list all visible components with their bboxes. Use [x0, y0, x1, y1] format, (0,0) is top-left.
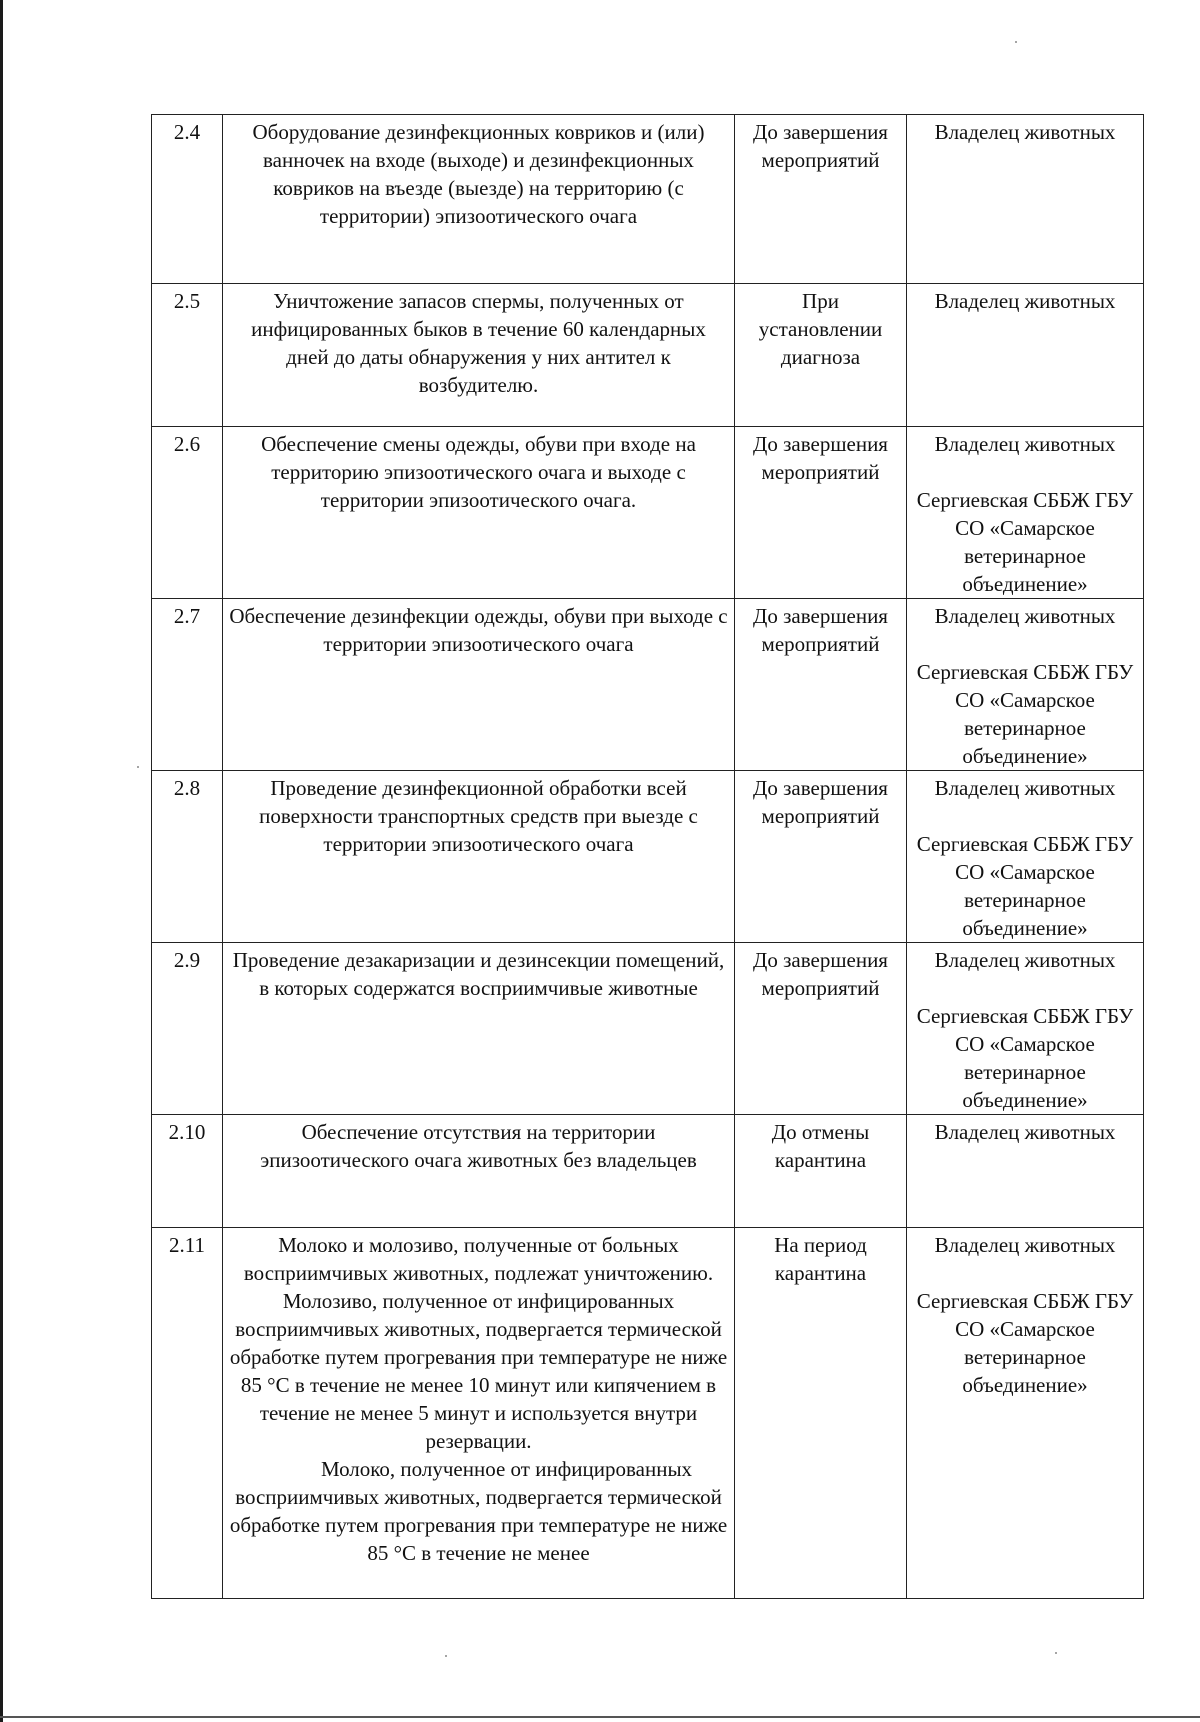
- responsible-text: Сергиевская СББЖ ГБУ СО «Самарское ветеринарное объединение»: [916, 488, 1134, 596]
- measure-text: Обеспечение дезинфекции одежды, обуви при выходе с территории эпизоотического очага: [229, 604, 728, 656]
- spacer: [913, 974, 1137, 1002]
- responsible-party: [907, 284, 1144, 427]
- table-row: [152, 771, 1144, 943]
- responsible-party: [907, 1115, 1144, 1228]
- spacer: [913, 458, 1137, 486]
- item-number: 2.11: [152, 1228, 223, 1599]
- deadline: На период карантина: [735, 1228, 907, 1599]
- measure-text: Проведение дезинфекционной обработки всей поверхности транспортных средств при выезде с территории эпизоотического очага: [259, 776, 698, 856]
- deadline: До отмены карантина: [735, 1115, 907, 1228]
- responsible-party: [907, 771, 1144, 943]
- item-number: 2.10: [152, 1115, 223, 1228]
- responsible-party: [907, 943, 1144, 1115]
- measure-text: Проведение дезакаризации и дезинсекции помещений, в которых содержатся восприимчивые животные: [232, 948, 725, 1000]
- deadline: При установлении диагноза: [735, 284, 907, 427]
- responsible-text: Сергиевская СББЖ ГБУ СО «Самарское ветеринарное объединение»: [916, 832, 1134, 940]
- measure-description: [223, 771, 735, 943]
- measure-text: Оборудование дезинфекционных ковриков и (или) ванночек на входе (выходе) и дезинфекционных ковриков на въезде (выезде) на территорию (с территории) эпизоотического очага: [252, 120, 705, 228]
- table-row: [152, 115, 1144, 284]
- responsible-text: Владелец животных: [934, 1233, 1116, 1257]
- responsible-text: Владелец животных: [934, 432, 1116, 456]
- spacer: [913, 630, 1137, 658]
- responsible-text: Владелец животных: [934, 120, 1116, 144]
- measure-text: Обеспечение смены одежды, обуви при входе на территорию эпизоотического очага и выходе с территории эпизоотического очага.: [261, 432, 696, 512]
- responsible-text: Сергиевская СББЖ ГБУ СО «Самарское ветеринарное объединение»: [916, 660, 1134, 768]
- scan-speck: [137, 766, 139, 768]
- measure-description: [223, 427, 735, 599]
- scan-left-edge: [0, 0, 3, 1722]
- deadline: До завершения мероприятий: [735, 427, 907, 599]
- spacer: [913, 1259, 1137, 1287]
- responsible-text: Владелец животных: [934, 776, 1116, 800]
- responsible-party: [907, 115, 1144, 284]
- responsible-text: Владелец животных: [934, 1120, 1116, 1144]
- responsible-party: [907, 599, 1144, 771]
- measure-description: [223, 115, 735, 284]
- responsible-text: Владелец животных: [934, 604, 1116, 628]
- spacer: [913, 802, 1137, 830]
- item-number: 2.5: [152, 284, 223, 427]
- scan-speck: [1015, 41, 1017, 43]
- item-number: 2.8: [152, 771, 223, 943]
- item-number: 2.7: [152, 599, 223, 771]
- measure-description: [223, 943, 735, 1115]
- measure-description: [223, 1115, 735, 1228]
- measure-description: [223, 1228, 735, 1599]
- table-row: [152, 1228, 1144, 1599]
- table-row: [152, 427, 1144, 599]
- responsible-text: Владелец животных: [934, 948, 1116, 972]
- measure-text: Молоко и молозиво, полученные от больных восприимчивых животных, подлежат уничтожению. Молозиво, полученное от инфицированных восприимчивых животных, подвергается термической обработке путем прогревания при температуре не ниже 85 °С в течение не менее 10 минут или кипячением в течение не менее 5 минут и используется внутри резервации.: [229, 1233, 728, 1453]
- deadline: До завершения мероприятий: [735, 771, 907, 943]
- measure-text: Молоко, полученное от инфицированных восприимчивых животных, подвергается термической обработке путем прогревания при температуре не ниже 85 °С в течение не менее: [229, 1457, 728, 1565]
- measure-text: Уничтожение запасов спермы, полученных от инфицированных быков в течение 60 календарных дней до даты обнаружения у них антител к возбудителю.: [251, 289, 706, 397]
- responsible-party: [907, 427, 1144, 599]
- responsible-text: Владелец животных: [934, 289, 1116, 313]
- table-row: [152, 284, 1144, 427]
- table-row: [152, 943, 1144, 1115]
- deadline: До завершения мероприятий: [735, 115, 907, 284]
- item-number: 2.4: [152, 115, 223, 284]
- scan-bottom-edge: [0, 1716, 1200, 1718]
- scan-speck: [445, 1655, 447, 1657]
- measure-description: [223, 284, 735, 427]
- measure-description: [223, 599, 735, 771]
- table-row: [152, 1115, 1144, 1228]
- scan-speck: [1055, 1652, 1057, 1654]
- deadline: До завершения мероприятий: [735, 599, 907, 771]
- responsible-text: Сергиевская СББЖ ГБУ СО «Самарское ветеринарное объединение»: [916, 1289, 1134, 1397]
- item-number: 2.9: [152, 943, 223, 1115]
- measures-table: [151, 114, 1144, 1599]
- measure-text: Обеспечение отсутствия на территории эпизоотического очага животных без владельцев: [260, 1120, 697, 1172]
- deadline: До завершения мероприятий: [735, 943, 907, 1115]
- responsible-party: [907, 1228, 1144, 1599]
- item-number: 2.6: [152, 427, 223, 599]
- measures-table-body: [152, 115, 1144, 1599]
- responsible-text: Сергиевская СББЖ ГБУ СО «Самарское ветеринарное объединение»: [916, 1004, 1134, 1112]
- table-row: [152, 599, 1144, 771]
